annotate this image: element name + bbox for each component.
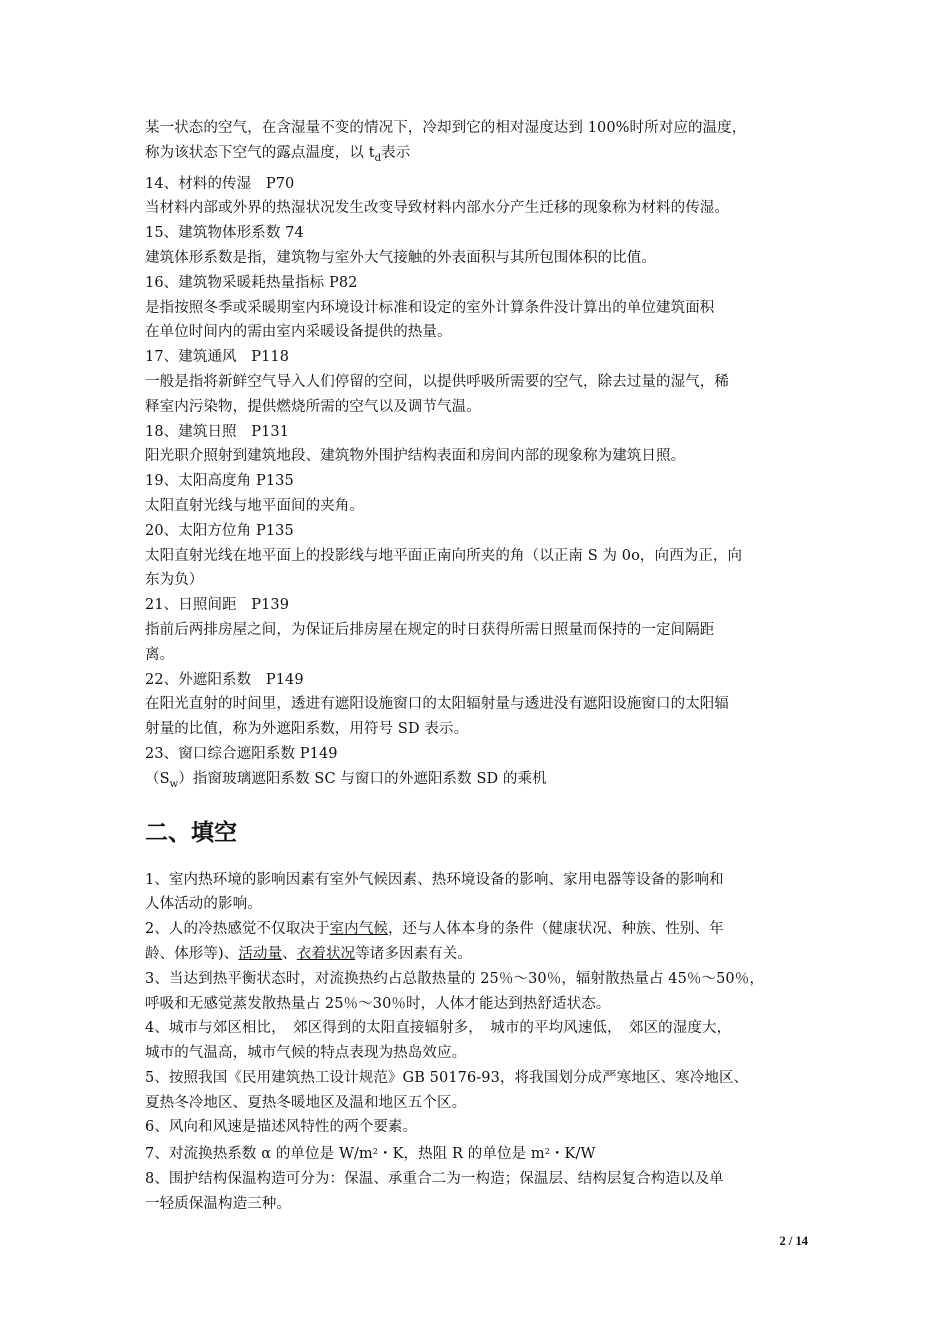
definition-heading: 20、太阳方位角 P135: [145, 522, 294, 539]
definition-heading: 15、建筑物体形系数 74: [145, 225, 304, 242]
definition-text: 阳光职介照射到建筑地段、建筑物外围护结构表面和房间内部的现象称为建筑日照。: [145, 448, 686, 465]
document-page: [145, 116, 810, 1217]
question-5-line: 夏热冬冷地区、夏热冬暖地区及温和地区五个区。: [145, 1094, 467, 1111]
definition-text: 释室内污染物，提供燃烧所需的空气以及调节气温。: [145, 398, 481, 415]
definition-text: 在阳光直射的时间里，透进有遮阳设施窗口的太阳辐射量与透进没有遮阳设施窗口的太阳辐: [145, 696, 729, 713]
question-2-line: [145, 917, 810, 942]
question-7-line: [145, 1140, 810, 1167]
question-8-line: 8、围护结构保温构造可分为：保温、承重合二为一构造；保温层、结构层复合构造以及单: [145, 1171, 724, 1188]
text-span: 等诸多因素有关。: [355, 945, 472, 962]
underlined-answer: 衣着状况: [296, 945, 356, 962]
page-number: 2 / 14: [779, 1234, 808, 1248]
text-span: 、: [282, 945, 297, 962]
definition-text: 太阳直射光线与地平面间的夹角。: [145, 497, 364, 514]
definition-heading: 18、建筑日照 P131: [145, 423, 290, 440]
definition-list: [145, 172, 810, 767]
text-span: ・K，热阻 R 的单位是 m: [378, 1146, 545, 1163]
definition-heading: 23、窗口综合遮阳系数 P149: [145, 745, 338, 762]
question-3-line: 呼吸和无感觉蒸发散热量占 25％～30％时，人体才能达到热舒适状态。: [145, 995, 611, 1012]
definition-text: 离。: [145, 646, 175, 663]
text-line: [145, 141, 810, 172]
section-heading: 二、填空: [145, 819, 237, 846]
text-span: ，还与人体本身的条件（健康状况、种族、性别、年: [387, 921, 724, 938]
definition-text: 指前后两排房屋之间，为保证后排房屋在规定的时日获得所需日照量而保持的一定间隔距: [145, 621, 715, 638]
definition-text: 建筑体形系数是指，建筑物与室外大气接触的外表面积与其所包围体积的比值。: [145, 249, 656, 266]
question-2-line: [145, 942, 810, 967]
definition-text: 东为负）: [145, 572, 204, 589]
question-1-line: 1、室内热环境的影响因素有室外气候因素、热环境设备的影响、家用电器等设备的影响和: [145, 871, 724, 888]
text-span: 龄、体形等)、: [145, 945, 239, 962]
subscript: w: [169, 778, 179, 790]
text-span: ）指窗玻璃遮阳系数 SC 与窗口的外遮阳系数 SD 的乘机: [178, 770, 547, 787]
underlined-answer: 室内气候: [329, 921, 388, 938]
superscript: 2: [544, 1147, 550, 1157]
definition-heading: 22、外遮阳系数 P149: [145, 671, 304, 688]
text-span: 7、对流换热系数 α 的单位是 W/m: [145, 1146, 373, 1163]
question-4-line: 4、城市与郊区相比， 郊区得到的太阳直接辐射多， 城市的平均风速低， 郊区的湿度大，: [145, 1020, 732, 1037]
definition-heading: 14、材料的传湿 P70: [145, 175, 295, 192]
definition-text: 一般是指将新鲜空气导入人们停留的空间，以提供呼吸所需要的空气，除去过量的湿气，稀: [145, 373, 729, 390]
text-span: ・K/W: [549, 1146, 596, 1163]
text-span: 称为该状态下空气的露点温度，以 t: [145, 144, 375, 161]
definition-heading: 17、建筑通风 P118: [145, 349, 290, 366]
definition-text: 射量的比值，称为外遮阳系数，用符号 SD 表示。: [145, 721, 469, 738]
question-3-line: 3、当达到热平衡状态时，对流换热约占总散热量的 25％～30％，辐射散热量占 45％～50％，: [145, 970, 764, 987]
question-8-line: 一轻质保温构造三种。: [145, 1195, 291, 1212]
text-line: 某一状态的空气，在含湿量不变的情况下，冷却到它的相对湿度达到 100%时所对应的温度，: [145, 120, 747, 136]
definition-text: 太阳直射光线在地平面上的投影线与地平面正南向所夹的角（以正南 S 为 0o，向西为正，向: [145, 547, 743, 564]
definition-heading: 19、太阳高度角 P135: [145, 473, 294, 490]
underlined-answer: 活动量: [238, 945, 283, 962]
text-span: （S: [145, 770, 170, 787]
superscript: 2: [372, 1147, 378, 1157]
question-6-line: 6、风向和风速是描述风特性的两个要素。: [145, 1119, 418, 1136]
question-5-line: 5、按照我国《民用建筑热工设计规范》GB 50176-93，将我国划分成严寒地区、寒冷地区、: [145, 1069, 749, 1086]
question-4-line: 城市的气温高，城市气候的特点表现为热岛效应。: [145, 1045, 467, 1062]
text-line: [145, 767, 810, 798]
definition-heading: 21、日照间距 P139: [145, 597, 290, 614]
definition-heading: 16、建筑物采暖耗热量指标 P82: [145, 274, 358, 291]
subscript: d: [374, 152, 382, 164]
definition-text: 当材料内部或外界的热湿状况发生改变导致材料内部水分产生迁移的现象称为材料的传湿。: [145, 200, 729, 217]
question-1-line: 人体活动的影响。: [145, 896, 262, 913]
text-span: 表示: [381, 144, 411, 161]
text-span: 2、人的冷热感觉不仅取决于: [145, 921, 330, 938]
definition-text: 是指按照冬季或采暖期室内环境设计标准和设定的室外计算条件没计算出的单位建筑面积: [145, 299, 715, 316]
definition-text: 在单位时间内的需由室内采暖设备提供的热量。: [145, 324, 452, 341]
